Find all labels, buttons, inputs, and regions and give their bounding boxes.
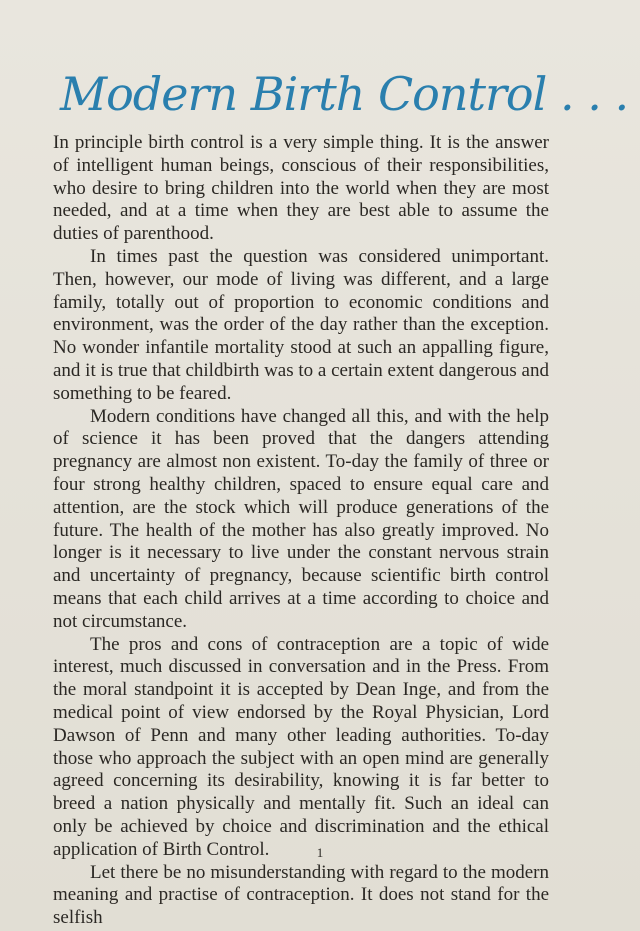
paragraph-5: Let there be no misunderstanding with regard to the modern meaning and practise of contraception. It does not stand for the selfish — [53, 861, 549, 929]
paragraph-1: In principle birth control is a very simple thing. It is the answer of intelligent human beings, conscious of their responsibilities, who desire to bring children into the world when they are most needed, and at a time when they are best able to assume the duties of parenthood. — [53, 132, 549, 245]
body-text — [53, 132, 549, 930]
page-title: Modern Birth Control . . . — [60, 67, 629, 121]
paragraph-3: Modern conditions have changed all this, and with the help of science it has been proved that the dangers attending pregnancy are almost non existent. To-day the family of three or four strong healthy children, spaced to ensure equal care and attention, are the stock which will produce generations of the future. The health of the mother has also greatly improved. No longer is it necessary to live under the constant nervous strain and uncertainty of pregnancy, because scientific birth control means that each child arrives at a time according to choice and not circumstance. — [53, 405, 549, 632]
page-number: 1 — [316, 845, 324, 860]
paragraph-4: The pros and cons of contraception are a topic of wide interest, much discussed in conversation and in the Press. From the moral standpoint it is accepted by Dean Inge, and from the medical point of view endorsed by the Royal Physician, Lord Dawson of Penn and many other leading authorities. To-day those who approach the subject with an open mind are generally agreed concerning its desirability, knowing it is far better to breed a nation physically and mentally fit. Such an ideal can only be achieved by choice and discrimination and the ethical application of Birth Control. — [53, 633, 549, 860]
paragraph-2: In times past the question was considered unimportant. Then, however, our mode of living was different, and a large family, totally out of proportion to economic conditions and environment, was the order of the day rather than the exception. No wonder infantile mortality stood at such an appalling figure, and it is true that childbirth was to a certain extent dangerous and something to be feared. — [53, 245, 549, 404]
